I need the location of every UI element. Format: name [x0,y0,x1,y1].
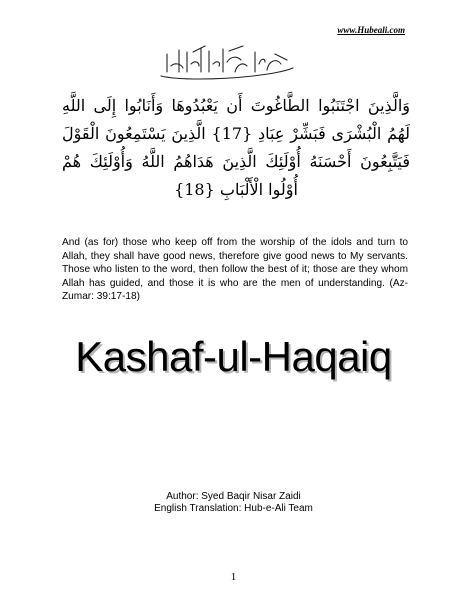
quran-verse-arabic: وَالَّذِينَ اجْتَنَبُوا الطَّاغُوتَ أَن يَعْبُدُوهَا وَأَنَابُوا إِلَى اللَّهِ لَهُمُ الْبُشْرَى فَبَشِّرْ عِبَادِ {17} الَّذِينَ يَسْتَمِعُونَ الْقَوْلَ فَيَتَّبِعُونَ أَحْسَنَهُ أُوْلَئِكَ الَّذِينَ هَدَاهُمُ اللَّهُ وَأُوْلَئِكَ هُمْ أُوْلُوا الْأَلْبَابِ {18} [62,96,410,199]
book-title: Kashaf-ul-Haqaiq [75,333,392,380]
page-number: 1 [230,571,237,583]
author-line: Author: Syed Baqir Nisar Zaidi [166,491,301,502]
website-link[interactable]: www.Hubeali.com [337,25,405,35]
basmala-calligraphy [157,42,297,84]
verse-translation: And (as for) those who keep off from the worship of the idols and turn to Allah, they shall have good news, therefore give good news to My servants. Those who listen to the word, then follow the best of it; those are they whom Allah has guided, and those it is who are the men of understanding. (Az-Zumar: 39:17-18) [62,237,408,302]
basmala-text: بِسْمِ اللهِ الرَّحْمٰنِ الرَّحِيْمِ [221,82,233,83]
translator-line: English Translation: Hub-e-Ali Team [154,503,313,514]
credits [0,491,467,515]
